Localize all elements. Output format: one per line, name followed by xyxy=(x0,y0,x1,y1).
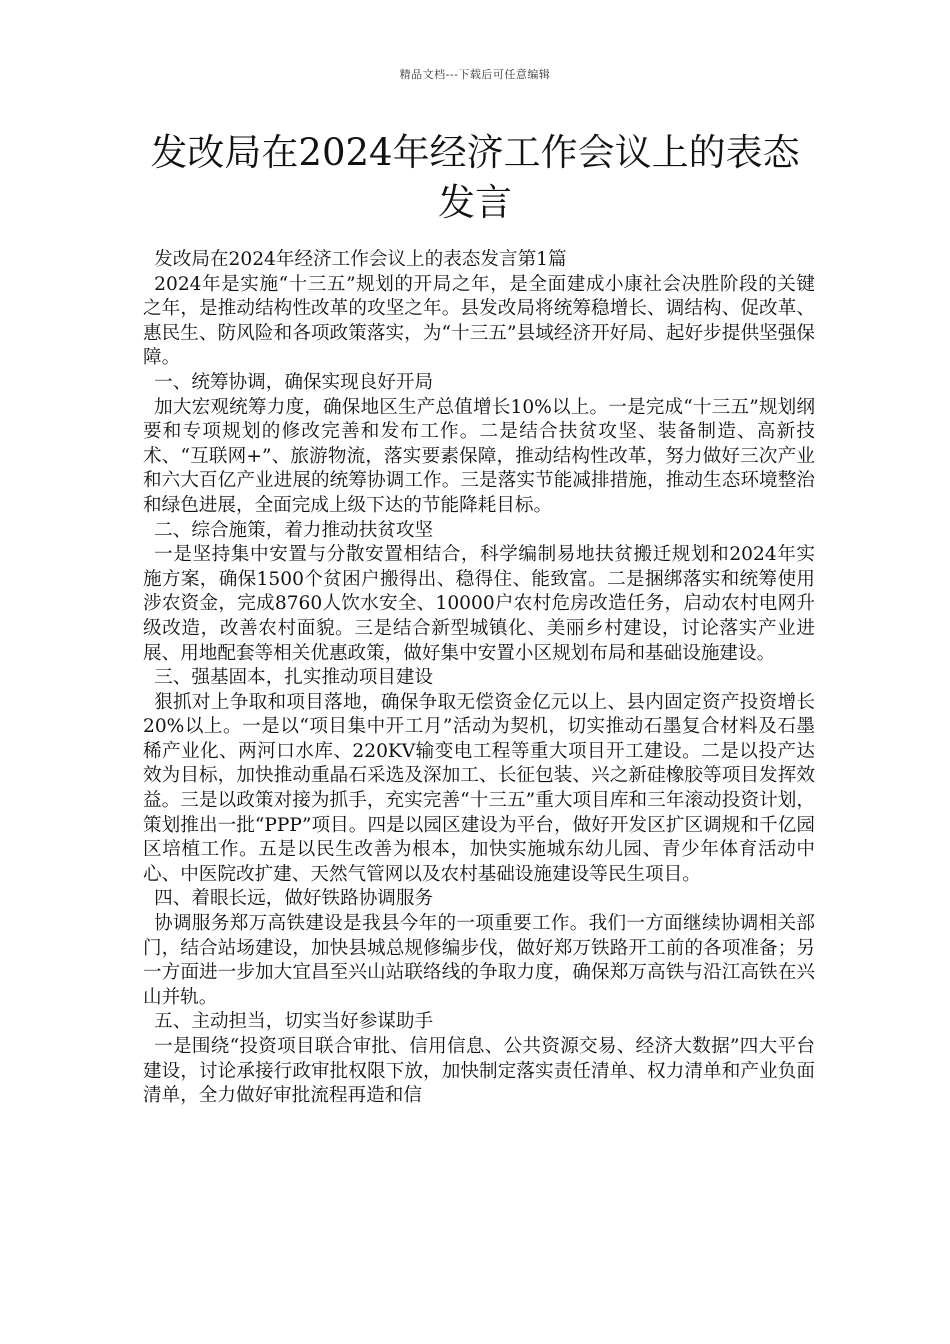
document-title: 发改局在2024年经济工作会议上的表态发言 xyxy=(150,131,800,224)
document-body xyxy=(143,248,815,1109)
section-heading: 一、统筹协调，确保实现良好开局 xyxy=(154,371,434,393)
section-heading: 四、着眼长远，做好铁路协调服务 xyxy=(154,888,434,910)
section-heading: 五、主动担当，切实当好参谋助手 xyxy=(154,1011,434,1033)
section-heading: 三、强基固本，扎实推动项目建设 xyxy=(154,667,434,689)
body-paragraph: 协调服务郑万高铁建设是我县今年的一项重要工作。我们一方面继续协调相关部门，结合站场建设，加快县城总规修编步伐，做好郑万铁路开工前的各项准备；另一方面进一步加大宜昌至兴山站联络线的争取力度，确保郑万高铁与沿江高铁在兴山并轨。 xyxy=(143,913,815,1008)
body-paragraph: 一是坚持集中安置与分散安置相结合，科学编制易地扶贫搬迁规划和2024年实施方案，确保1500个贫困户搬得出、稳得住、能致富。二是捆绑落实和统筹使用涉农资金，完成8760人饮水安全、10000户农村危房改造任务，启动农村电网升级改造，改善农村面貌。三是结合新型城镇化、美丽乡村建设，讨论落实产业进展、用地配套等相关优惠政策，做好集中安置小区规划布局和基础设施建设。 xyxy=(143,544,815,664)
subtitle-paragraph: 发改局在2024年经济工作会议上的表态发言第1篇 xyxy=(154,249,567,270)
section-heading: 二、综合施策，着力推动扶贫攻坚 xyxy=(154,519,434,541)
body-paragraph: 2024年是实施“十三五”规划的开局之年，是全面建成小康社会决胜阶段的关键之年，是推动结构性改革的攻坚之年。县发改局将统筹稳增长、调结构、促改革、惠民生、防风险和各项政策落实，为“十三五”县域经济开好局、起好步提供坚强保障。 xyxy=(143,273,815,369)
body-paragraph: 狠抓对上争取和项目落地，确保争取无偿资金亿元以上、县内固定资产投资增长20%以上。一是以“项目集中开工月”活动为契机，切实推动石墨复合材料及石墨稀产业化、两河口水库、220KV输变电工程等重大项目开工建设。二是以投产达效为目标，加快推动重晶石采选及深加工、长征包装、兴之新硅橡胶等项目发挥效益。三是以政策对接为抓手，充实完善“十三五”重大项目库和三年滚动投资计划，策划推出一批“PPP”项目。四是以园区建设为平台，做好开发区扩区调规和千亿园区培植工作。五是以民生改善为根本，加快实施城东幼儿园、青少年体育活动中心、中医院改扩建、天然气管网以及农村基础设施建设等民生项目。 xyxy=(143,691,815,885)
body-paragraph: 加大宏观统筹力度，确保地区生产总值增长10%以上。一是完成“十三五”规划纲要和专项规划的修改完善和发布工作。二是结合扶贫攻坚、装备制造、高新技术、“互联网+”、旅游物流，落实要素保障，推动结构性改革，努力做好三次产业和六大百亿产业进展的统筹协调工作。三是落实节能减排措施，推动生态环境整治和绿色进展，全面完成上级下达的节能降耗目标。 xyxy=(143,396,815,516)
body-paragraph: 一是围绕“投资项目联合审批、信用信息、公共资源交易、经济大数据”四大平台建设，讨论承接行政审批权限下放，加快制定落实责任清单、权力清单和产业负面清单，全力做好审批流程再造和信 xyxy=(143,1036,815,1107)
header-note: 精品文档---下载后可任意编辑 xyxy=(399,68,551,81)
